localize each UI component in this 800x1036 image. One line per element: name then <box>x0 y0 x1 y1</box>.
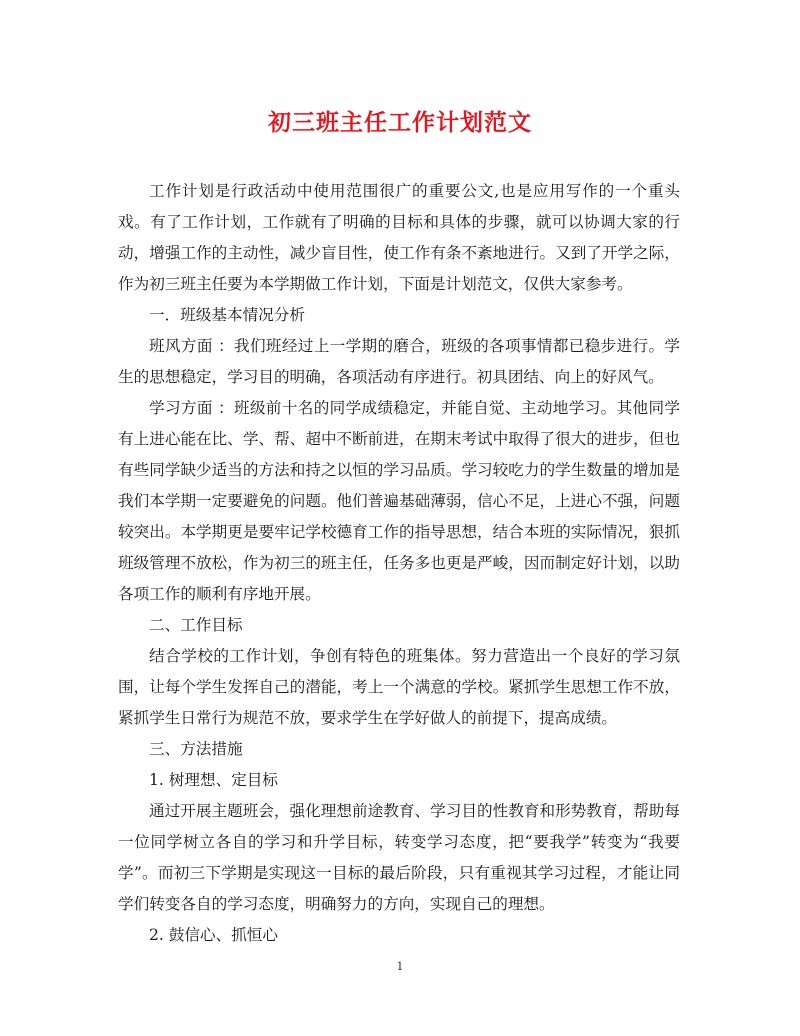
ideals-goals-paragraph: 通过开展主题班会，强化理想前途教育、学习目的性教育和形势教育，帮助每一位同学树立各自的学习和升学目标，转变学习态度，把“要我学”转变为“我要学”。而初三下学期是实现这一目标的最后阶段，只有重视其学习过程，才能让同学们转变各自的学习态度，明确努力的方向，实现自己的理想。 <box>118 802 680 913</box>
class-style-paragraph: 班风方面 ：我们班经过上一学期的磨合，班级的各项事情都已稳步进行。学生的思想稳定，学习目的明确，各项活动有序进行。初具团结、向上的好风气。 <box>118 337 680 386</box>
section-heading-class-analysis: 一．班级基本情况分析 <box>149 306 305 324</box>
section-heading-work-goals: 二、工作目标 <box>149 616 243 634</box>
work-goals-paragraph: 结合学校的工作计划，争创有特色的班集体。努力营造出一个良好的学习氛围，让每个学生发挥自己的潜能，考上一个满意的学校。紧抓学生思想工作不放，紧抓学生日常行为规范不放，要求学生在学好做人的前提下，提高成绩。 <box>118 647 680 727</box>
section-heading-methods: 三、方法措施 <box>149 740 243 758</box>
document-body <box>118 176 680 951</box>
study-paragraph: 学习方面 ：班级前十名的同学成绩稳定，并能自觉、主动地学习。其他同学有上进心能在比、学、帮、超中不断前进，在期末考试中取得了很大的进步，但也有些同学缺少适当的方法和持之以恒的学习品质。学习较吃力的学生数量的增加是我们本学期一定要避免的问题。他们普遍基础薄弱，信心不足，上进心不强，问题较突出。本学期更是要牢记学校德育工作的指导思想，结合本班的实际情况，狠抓班级管理不放松，作为初三的班主任，任务多也更是严峻，因而制定好计划，以助各项工作的顺利有序地开展。 <box>118 399 680 603</box>
subheading-ideals-goals: 1. 树理想、定目标 <box>149 771 278 789</box>
page-number: 1 <box>396 960 404 973</box>
subheading-confidence-perseverance: 2. 鼓信心、抓恒心 <box>149 926 278 944</box>
intro-paragraph: 工作计划是行政活动中使用范围很广的重要公文,也是应用写作的一个重头戏。有了工作计划，工作就有了明确的目标和具体的步骤，就可以协调大家的行动，增强工作的主动性，减少盲目性，使工作有条不紊地进行。又到了开学之际，作为初三班主任要为本学期做工作计划，下面是计划范文，仅供大家参考。 <box>118 182 680 293</box>
document-title: 初三班主任工作计划范文 <box>268 110 532 136</box>
